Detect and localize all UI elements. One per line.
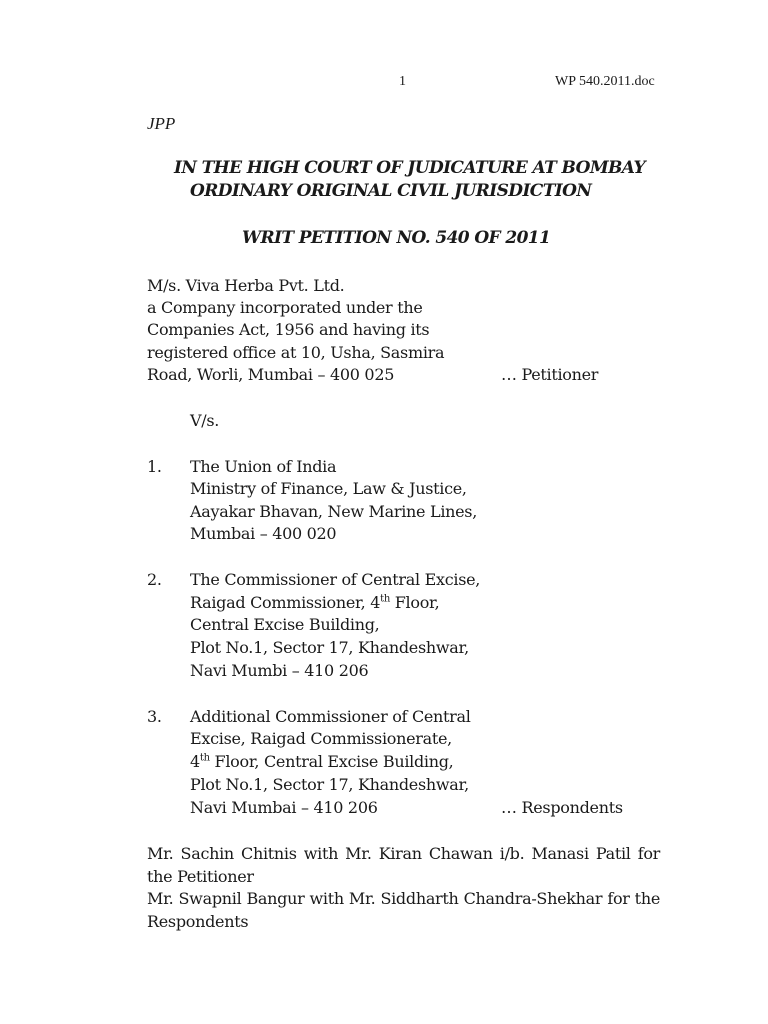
initials: JPP: [147, 114, 176, 133]
respondent-number: 1.: [147, 457, 162, 476]
respondent-line: Plot No.1, Sector 17, Khandeshwar,: [190, 638, 469, 657]
petitioner-role: … Petitioner: [501, 365, 599, 384]
respondent-line: Plot No.1, Sector 17, Khandeshwar,: [190, 775, 469, 794]
respondent-number: 3.: [147, 707, 162, 726]
counsel-respondents: Mr. Swapnil Bangur with Mr. Siddharth Chandra-Shekhar for the Respondents: [147, 889, 660, 931]
respondent-line: The Union of India: [190, 457, 337, 476]
petitioner-line: a Company incorporated under the: [147, 298, 423, 317]
respondent-line: Ministry of Finance, Law & Justice,: [190, 479, 467, 498]
respondent-line: The Commissioner of Central Excise,: [190, 570, 481, 589]
respondents-role: … Respondents: [501, 798, 623, 817]
respondent-line: Raigad Commissioner, 4th Floor,: [190, 593, 440, 612]
respondent-line: Mumbai – 400 020: [190, 524, 337, 543]
petitioner-line: Companies Act, 1956 and having its: [147, 320, 430, 339]
page-number: 1: [399, 74, 406, 89]
respondent-line: Excise, Raigad Commissionerate,: [190, 729, 452, 748]
versus-label: V/s.: [190, 411, 220, 430]
respondent-line: Additional Commissioner of Central: [190, 707, 471, 726]
respondent-line: Navi Mumbi – 410 206: [190, 661, 369, 680]
respondent-line: Aayakar Bhavan, New Marine Lines,: [190, 502, 478, 521]
document-filename: WP 540.2011.doc: [555, 74, 655, 89]
respondent-line: Navi Mumbai – 410 206: [190, 798, 378, 817]
petition-number: WRIT PETITION NO. 540 OF 2011: [242, 228, 551, 248]
petitioner-line: registered office at 10, Usha, Sasmira: [147, 343, 445, 362]
respondent-line: 4th Floor, Central Excise Building,: [190, 752, 454, 771]
court-jurisdiction: ORDINARY ORIGINAL CIVIL JURISDICTION: [190, 181, 592, 201]
court-title: IN THE HIGH COURT OF JUDICATURE AT BOMBAY: [174, 158, 646, 178]
respondent-number: 2.: [147, 570, 162, 589]
respondent-line: Central Excise Building,: [190, 615, 380, 634]
petitioner-line: M/s. Viva Herba Pvt. Ltd.: [147, 276, 345, 295]
petitioner-line: Road, Worli, Mumbai – 400 025: [147, 365, 395, 384]
counsel-petitioner: Mr. Sachin Chitnis with Mr. Kiran Chawan i/b. Manasi Patil for the Petitioner: [147, 844, 660, 886]
